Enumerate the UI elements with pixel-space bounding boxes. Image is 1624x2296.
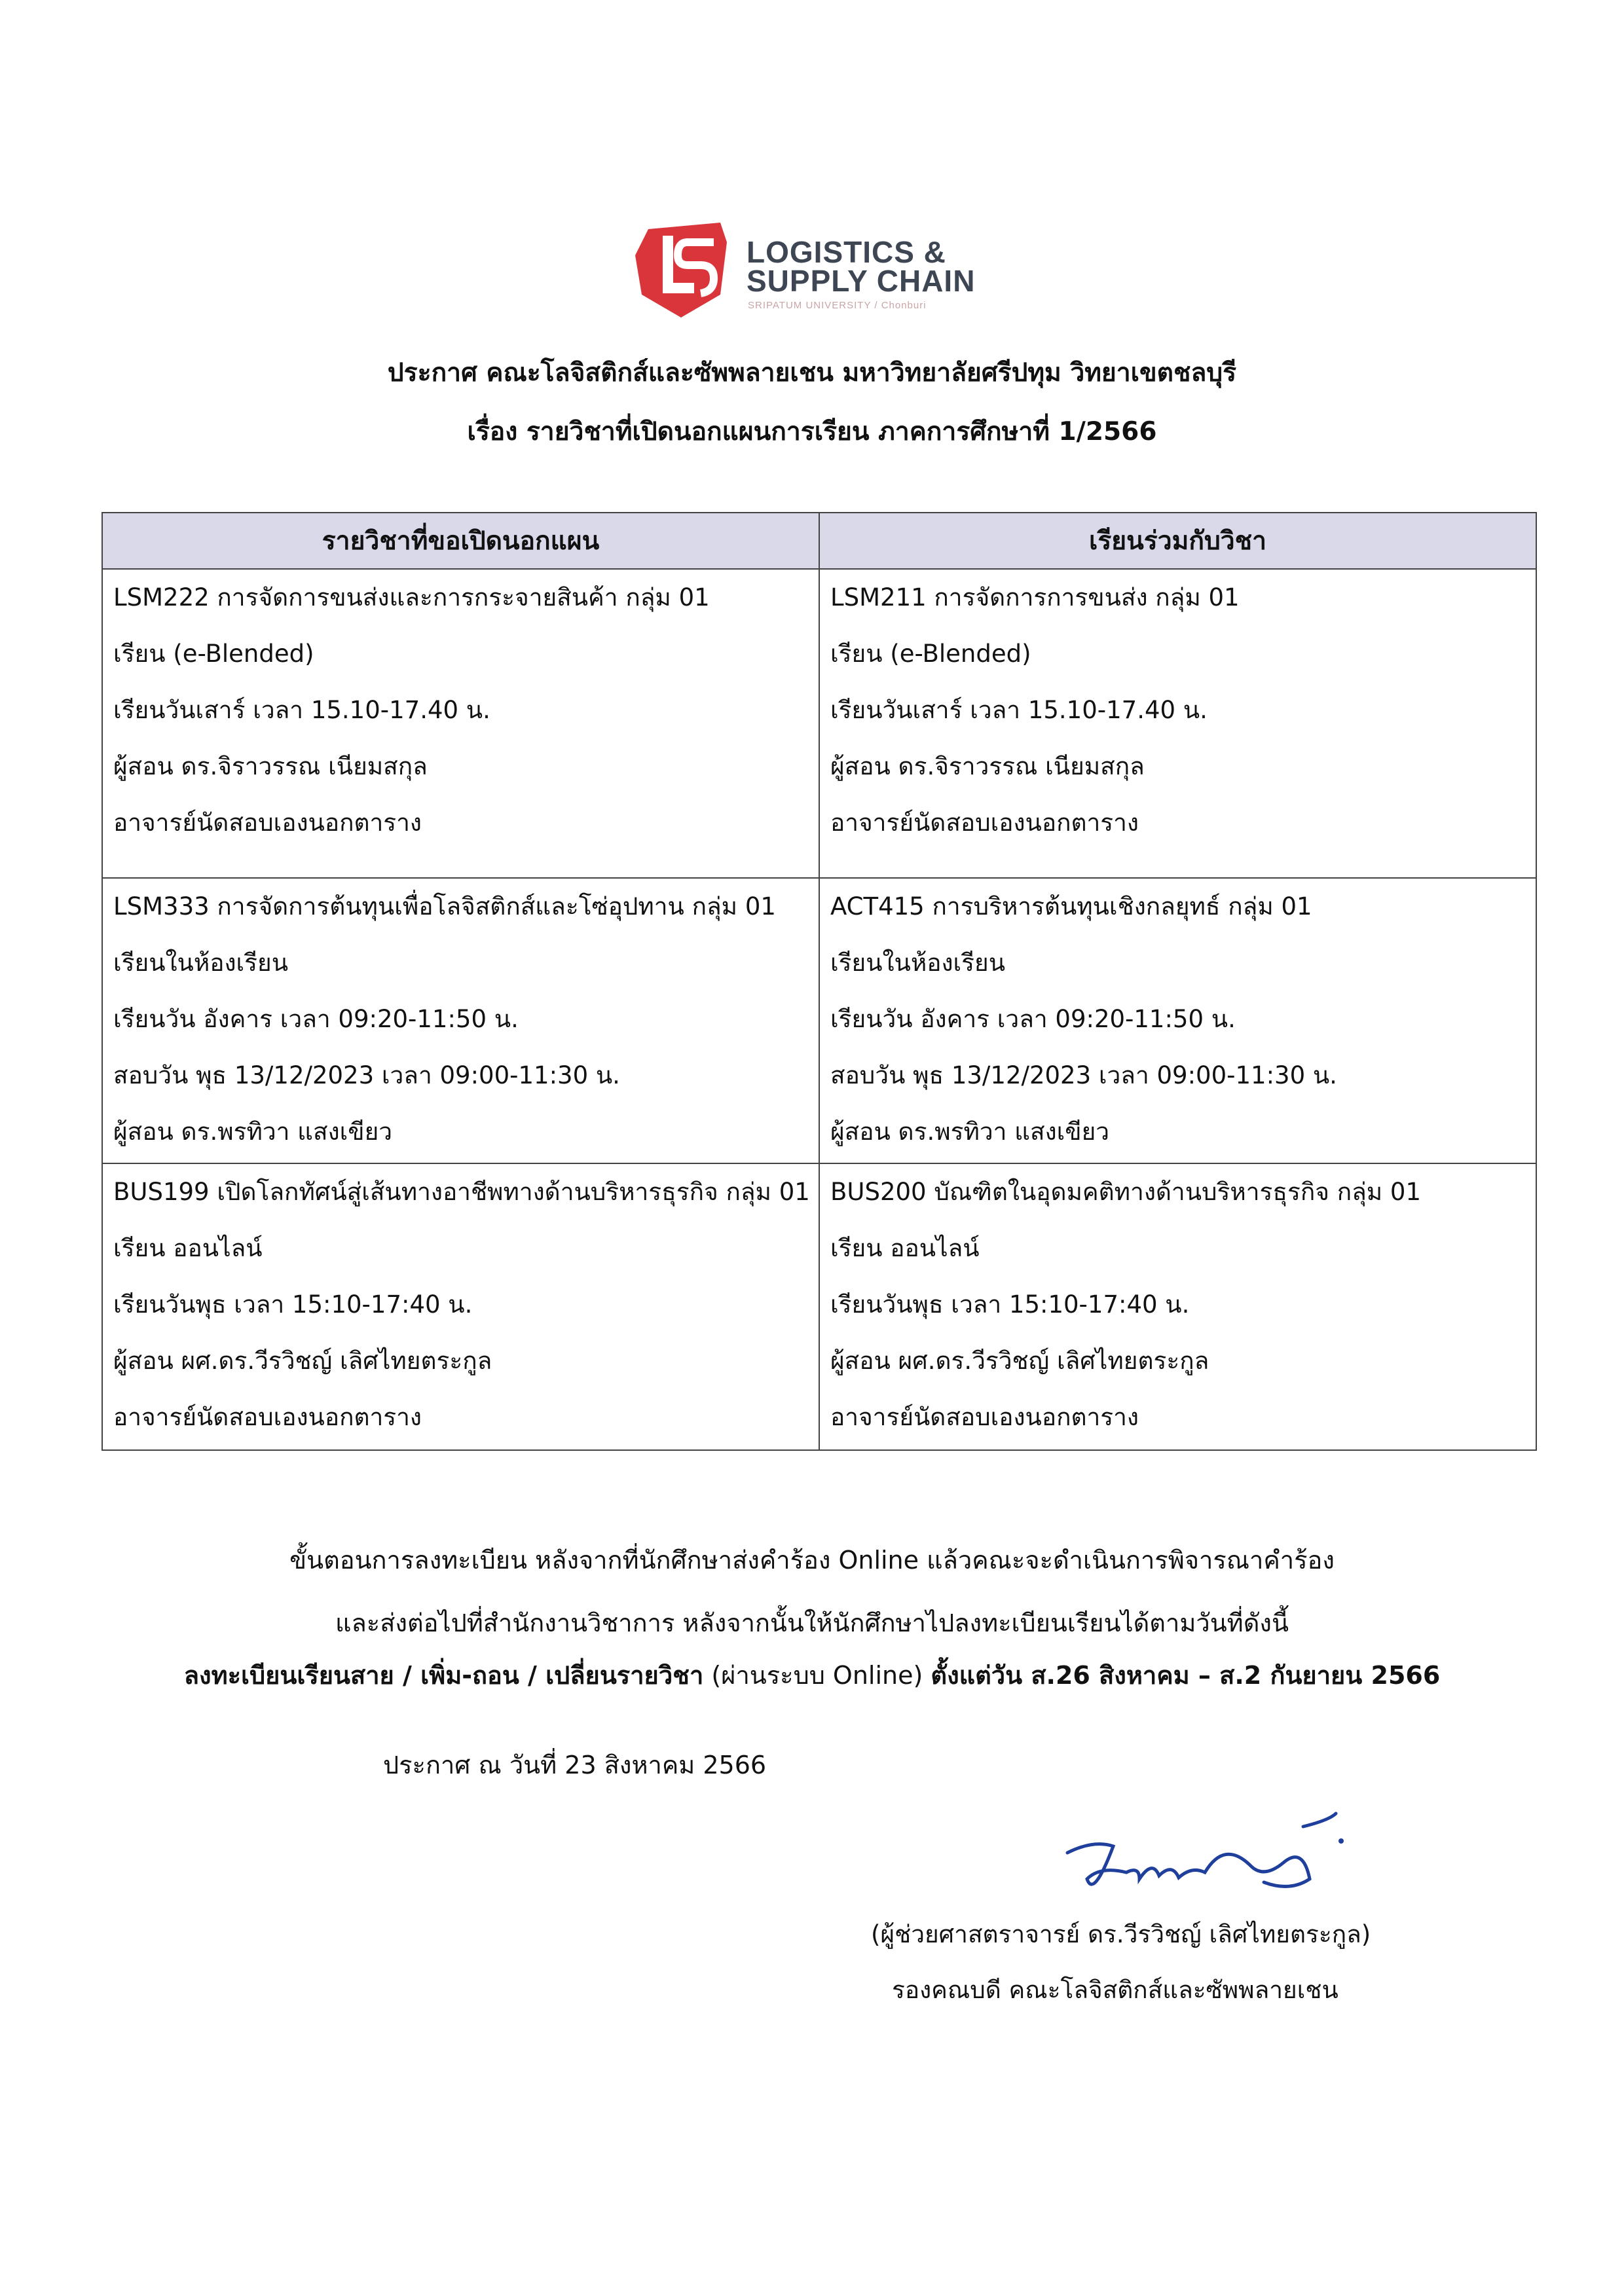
header-requested-course: รายวิชาที่ขอเปิดนอกแผน <box>102 513 819 569</box>
registration-period <box>0 1655 1624 1695</box>
faculty-logo <box>622 216 989 327</box>
header-combined-course: เรียนร่วมกับวิชา <box>819 513 1536 569</box>
instructor: ผู้สอน ผศ.ดร.วีรวิชญ์ เลิศไทยตระกูล <box>113 1347 492 1375</box>
course-title: LSM333 การจัดการต้นทุนเพื่อโลจิสติกส์และโซ่อุปทาน กลุ่ม 01 <box>113 892 776 920</box>
instructor: ผู้สอน ดร.พรทิวา แสงเขียว <box>113 1118 393 1146</box>
table-row <box>102 1163 1536 1450</box>
exam-note: อาจารย์นัดสอบเองนอกตาราง <box>113 1403 422 1431</box>
class-time: เรียนวันพุธ เวลา 15:10-17:40 น. <box>113 1290 473 1319</box>
logo-title-line2: SUPPLY CHAIN <box>747 264 976 298</box>
course-table <box>101 512 1537 1451</box>
signatory-position: รองคณบดี คณะโลจิสติกส์และซัพพลายเชน <box>892 1976 1338 2004</box>
combined-course-cell <box>819 1163 1536 1450</box>
table-row <box>102 878 1536 1163</box>
registration-channel: (ผ่านระบบ Online) <box>703 1661 931 1690</box>
announcement-subject: เรื่อง รายวิชาที่เปิดนอกแผนการเรียน ภาคการศึกษาที่ 1/2566 <box>467 417 1157 446</box>
combined-course-cell <box>819 569 1536 878</box>
study-mode: เรียนในห้องเรียน <box>113 949 289 977</box>
requested-course-cell <box>102 878 819 1163</box>
course-title: BUS199 เปิดโลกทัศน์สู่เส้นทางอาชีพทางด้านบริหารธุรกิจ กลุ่ม 01 <box>113 1178 810 1206</box>
exam-time: สอบวัน พุธ 13/12/2023 เวลา 09:00-11:30 น. <box>830 1061 1337 1089</box>
instructor: ผู้สอน ดร.พรทิวา แสงเขียว <box>830 1118 1110 1146</box>
exam-note: อาจารย์นัดสอบเองนอกตาราง <box>113 809 422 837</box>
announcement-heading: ประกาศ คณะโลจิสติกส์และซัพพลายเชน มหาวิทยาลัยศรีปทุม วิทยาเขตชลบุรี <box>387 358 1237 388</box>
registration-dates: ตั้งแต่วัน ส.26 สิงหาคม – ส.2 กันยายน 2566 <box>931 1661 1441 1690</box>
registration-notice-line1: ขั้นตอนการลงทะเบียน หลังจากที่นักศึกษาส่งคำร้อง Online แล้วคณะจะดำเนินการพิจารณาคำร้อง <box>289 1546 1335 1575</box>
signatory-name: (ผู้ช่วยศาสตราจารย์ ดร.วีรวิชญ์ เลิศไทยตระกูล) <box>871 1920 1371 1948</box>
class-time: เรียนวันพุธ เวลา 15:10-17:40 น. <box>830 1290 1190 1319</box>
class-time: เรียนวันเสาร์ เวลา 15.10-17.40 น. <box>113 696 490 724</box>
study-mode: เรียน ออนไลน์ <box>830 1234 980 1262</box>
combined-course-cell <box>819 878 1536 1163</box>
study-mode: เรียน ออนไลน์ <box>113 1234 263 1262</box>
course-title: LSM211 การจัดการการขนส่ง กลุ่ม 01 <box>830 583 1240 611</box>
exam-note: อาจารย์นัดสอบเองนอกตาราง <box>830 809 1139 837</box>
requested-course-cell <box>102 569 819 878</box>
logo-title-line1: LOGISTICS & <box>747 235 946 269</box>
exam-time: สอบวัน พุธ 13/12/2023 เวลา 09:00-11:30 น. <box>113 1061 620 1089</box>
registration-notice-line2: และส่งต่อไปที่สำนักงานวิชาการ หลังจากนั้นให้นักศึกษาไปลงทะเบียนเรียนได้ตามวันที่ดังนี้ <box>335 1609 1289 1637</box>
requested-course-cell <box>102 1163 819 1450</box>
study-mode: เรียน (e-Blended) <box>113 640 314 668</box>
course-title: LSM222 การจัดการขนส่งและการกระจายสินค้า กลุ่ม 01 <box>113 583 710 611</box>
exam-note: อาจารย์นัดสอบเองนอกตาราง <box>830 1403 1139 1431</box>
instructor: ผู้สอน ผศ.ดร.วีรวิชญ์ เลิศไทยตระกูล <box>830 1347 1209 1375</box>
table-row <box>102 569 1536 878</box>
study-mode: เรียนในห้องเรียน <box>830 949 1006 977</box>
handwritten-signature <box>1054 1800 1369 1918</box>
course-title: BUS200 บัณฑิตในอุดมคติทางด้านบริหารธุรกิจ กลุ่ม 01 <box>830 1178 1422 1206</box>
table-header-row <box>102 513 1536 569</box>
study-mode: เรียน (e-Blended) <box>830 640 1031 668</box>
ls-logo-icon <box>622 216 740 321</box>
announcement-date: ประกาศ ณ วันที่ 23 สิงหาคม 2566 <box>383 1751 767 1779</box>
logo-subtitle: SRIPATUM UNIVERSITY / Chonburi <box>748 300 927 311</box>
class-time: เรียนวันเสาร์ เวลา 15.10-17.40 น. <box>830 696 1208 724</box>
instructor: ผู้สอน ดร.จิราวรรณ เนียมสกุล <box>830 752 1145 780</box>
course-title: ACT415 การบริหารต้นทุนเชิงกลยุทธ์ กลุ่ม 01 <box>830 892 1312 920</box>
instructor: ผู้สอน ดร.จิราวรรณ เนียมสกุล <box>113 752 428 780</box>
class-time: เรียนวัน อังคาร เวลา 09:20-11:50 น. <box>113 1005 519 1033</box>
registration-type: ลงทะเบียนเรียนสาย / เพิ่ม-ถอน / เปลี่ยนรายวิชา <box>183 1661 704 1690</box>
class-time: เรียนวัน อังคาร เวลา 09:20-11:50 น. <box>830 1005 1236 1033</box>
